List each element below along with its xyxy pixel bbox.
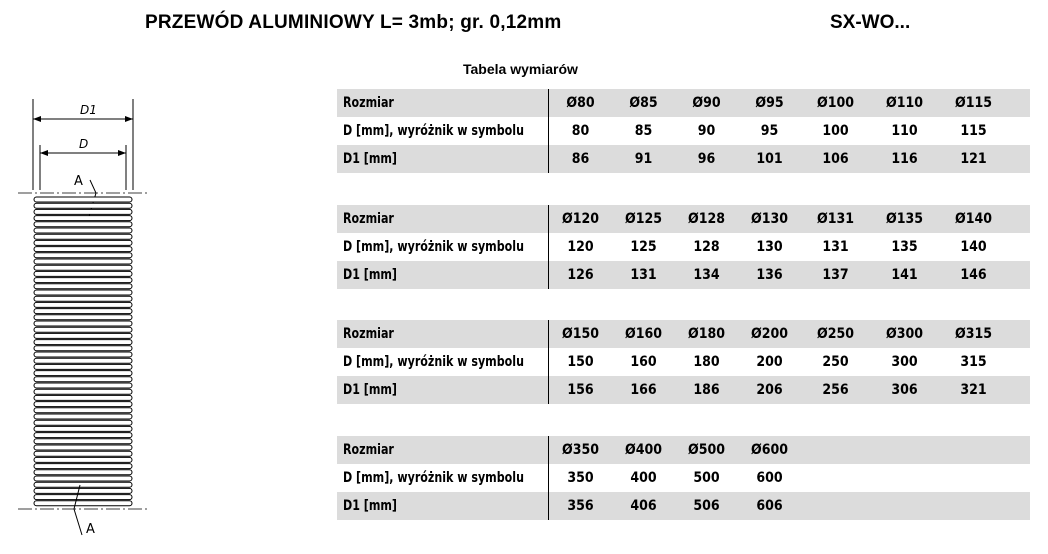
d1-cell: 186 — [693, 382, 720, 398]
d1-cell: 306 — [891, 382, 918, 398]
d-cell: 131 — [822, 239, 849, 255]
d1-cell: 131 — [630, 267, 657, 283]
size-cell: Ø131 — [817, 211, 854, 227]
table-row-d — [337, 117, 1030, 145]
size-cell: Ø180 — [688, 326, 725, 342]
row-label-size: Rozmiar — [343, 95, 394, 111]
size-cell: Ø100 — [817, 95, 854, 111]
size-cell: Ø95 — [755, 95, 784, 111]
table-row-d — [337, 464, 1030, 492]
duct-corrugation — [34, 445, 132, 450]
size-cell: Ø500 — [688, 442, 725, 458]
duct-corrugation — [34, 209, 132, 214]
duct-corrugation — [34, 340, 132, 345]
duct-corrugation — [34, 265, 132, 270]
duct-corrugation — [34, 364, 132, 369]
size-cell: Ø120 — [562, 211, 599, 227]
duct-corrugation — [34, 197, 132, 202]
d-cell: 300 — [891, 354, 918, 370]
duct-corrugation — [34, 290, 132, 295]
d1-cell: 156 — [567, 382, 594, 398]
section-a-bottom: A — [86, 522, 95, 537]
size-cell: Ø400 — [625, 442, 662, 458]
size-cell: Ø200 — [751, 326, 788, 342]
duct-corrugation — [34, 451, 132, 456]
d-cell: 600 — [756, 470, 783, 486]
duct-corrugation — [34, 327, 132, 332]
d-cell: 115 — [960, 123, 987, 139]
d-cell: 140 — [960, 239, 987, 255]
d1-cell: 137 — [822, 267, 849, 283]
d1-cell: 101 — [756, 151, 783, 167]
duct-corrugation — [34, 377, 132, 382]
row-label-d: D [mm], wyróżnik w symbolu — [343, 354, 524, 370]
duct-corrugation — [34, 346, 132, 351]
d1-cell: 146 — [960, 267, 987, 283]
d-cell: 135 — [891, 239, 918, 255]
d1-cell: 141 — [891, 267, 918, 283]
row-label-size: Rozmiar — [343, 326, 394, 342]
size-table-1 — [337, 89, 1030, 173]
d-cell: 350 — [567, 470, 594, 486]
d-cell: 200 — [756, 354, 783, 370]
duct-corrugation — [34, 284, 132, 289]
d-cell: 128 — [693, 239, 720, 255]
size-cell: Ø300 — [886, 326, 923, 342]
row-label-d1: D1 [mm] — [343, 382, 398, 398]
size-cell: Ø85 — [629, 95, 658, 111]
duct-corrugation — [34, 234, 132, 239]
document-title: PRZEWÓD ALUMINIOWY L= 3mb; gr. 0,12mm — [145, 12, 562, 33]
duct-corrugation — [34, 228, 132, 233]
d1-cell: 406 — [630, 498, 657, 514]
d-cell: 130 — [756, 239, 783, 255]
duct-corrugation — [34, 476, 132, 481]
duct-corrugation — [34, 253, 132, 258]
duct-corrugation — [34, 457, 132, 462]
d1-cell: 206 — [756, 382, 783, 398]
d-cell: 250 — [822, 354, 849, 370]
d1-cell: 96 — [697, 151, 716, 167]
d-cell: 95 — [760, 123, 779, 139]
d-cell: 180 — [693, 354, 720, 370]
duct-corrugation — [34, 402, 132, 407]
table-row-size — [337, 320, 1030, 348]
duct-corrugation — [34, 414, 132, 419]
d1-cell: 506 — [693, 498, 720, 514]
row-label-size: Rozmiar — [343, 211, 394, 227]
section-a-top: A — [74, 174, 83, 189]
size-cell: Ø150 — [562, 326, 599, 342]
duct-corrugation — [34, 203, 132, 208]
table-row-d1 — [337, 492, 1030, 520]
duct-corrugation — [34, 371, 132, 376]
d1-cell: 91 — [634, 151, 653, 167]
duct-corrugation — [34, 420, 132, 425]
row-label-d: D [mm], wyróżnik w symbolu — [343, 239, 524, 255]
duct-corrugation — [34, 470, 132, 475]
duct-corrugation — [34, 278, 132, 283]
d-cell: 125 — [630, 239, 657, 255]
duct-corrugation — [34, 501, 132, 506]
d1-cell: 256 — [822, 382, 849, 398]
duct-corrugation — [34, 240, 132, 245]
d-cell: 500 — [693, 470, 720, 486]
size-cell: Ø140 — [955, 211, 992, 227]
table-caption: Tabela wymiarów — [463, 61, 578, 77]
size-cell: Ø350 — [562, 442, 599, 458]
table-row-d1 — [337, 145, 1030, 173]
row-label-d: D [mm], wyróżnik w symbolu — [343, 123, 524, 139]
d1-cell: 86 — [571, 151, 590, 167]
d1-cell: 116 — [891, 151, 918, 167]
d-cell: 120 — [567, 239, 594, 255]
size-cell: Ø110 — [886, 95, 923, 111]
duct-corrugation — [34, 426, 132, 431]
duct-corrugation — [34, 408, 132, 413]
duct-corrugation — [34, 395, 132, 400]
size-table-3 — [337, 320, 1030, 404]
d-cell: 150 — [567, 354, 594, 370]
size-cell: Ø125 — [625, 211, 662, 227]
row-label-size: Rozmiar — [343, 442, 394, 458]
d-cell: 160 — [630, 354, 657, 370]
table-row-size — [337, 89, 1030, 117]
size-cell: Ø90 — [692, 95, 721, 111]
d1-cell: 606 — [756, 498, 783, 514]
size-cell: Ø80 — [566, 95, 595, 111]
d-cell: 110 — [891, 123, 918, 139]
table-row-size — [337, 436, 1030, 464]
duct-drawing — [0, 95, 160, 545]
duct-corrugation — [34, 296, 132, 301]
d1-cell: 356 — [567, 498, 594, 514]
product-code: SX-WO... — [830, 12, 911, 33]
size-cell: Ø115 — [955, 95, 992, 111]
d1-cell: 134 — [693, 267, 720, 283]
duct-corrugation — [34, 309, 132, 314]
size-cell: Ø135 — [886, 211, 923, 227]
duct-corrugation — [34, 333, 132, 338]
d1-cell: 106 — [822, 151, 849, 167]
row-label-d1: D1 [mm] — [343, 151, 398, 167]
size-cell: Ø160 — [625, 326, 662, 342]
d-cell: 315 — [960, 354, 987, 370]
duct-corrugation — [34, 383, 132, 388]
d1-cell: 126 — [567, 267, 594, 283]
size-cell: Ø600 — [751, 442, 788, 458]
duct-corrugation — [34, 222, 132, 227]
table-row-d1 — [337, 376, 1030, 404]
size-table-4 — [337, 436, 1030, 520]
duct-corrugation — [34, 439, 132, 444]
header — [0, 10, 1048, 40]
duct-corrugation — [34, 315, 132, 320]
d-cell: 100 — [822, 123, 849, 139]
d1-cell: 121 — [960, 151, 987, 167]
size-table-2 — [337, 205, 1030, 289]
row-label-d: D [mm], wyróżnik w symbolu — [343, 470, 524, 486]
duct-corrugation — [34, 321, 132, 326]
d-cell: 80 — [571, 123, 590, 139]
size-cell: Ø250 — [817, 326, 854, 342]
size-cell: Ø315 — [955, 326, 992, 342]
d1-cell: 166 — [630, 382, 657, 398]
duct-corrugation — [34, 482, 132, 487]
duct-corrugation — [34, 495, 132, 500]
d-cell: 90 — [697, 123, 716, 139]
duct-corrugation — [34, 271, 132, 276]
size-cell: Ø128 — [688, 211, 725, 227]
duct-corrugation — [34, 464, 132, 469]
table-row-d — [337, 348, 1030, 376]
table-row-size — [337, 205, 1030, 233]
d1-cell: 136 — [756, 267, 783, 283]
duct-corrugation — [34, 389, 132, 394]
duct-corrugation — [34, 352, 132, 357]
row-label-d1: D1 [mm] — [343, 267, 398, 283]
size-cell: Ø130 — [751, 211, 788, 227]
d-label: D — [79, 137, 89, 151]
d1-label: D1 — [80, 103, 97, 117]
duct-corrugation — [34, 247, 132, 252]
d-cell: 85 — [634, 123, 653, 139]
table-row-d — [337, 233, 1030, 261]
d-cell: 400 — [630, 470, 657, 486]
table-row-d1 — [337, 261, 1030, 289]
duct-corrugation — [34, 259, 132, 264]
duct-corrugation — [34, 216, 132, 221]
row-label-d1: D1 [mm] — [343, 498, 398, 514]
duct-corrugation — [34, 488, 132, 493]
d1-cell: 321 — [960, 382, 987, 398]
duct-corrugation — [34, 302, 132, 307]
duct-corrugation — [34, 433, 132, 438]
duct-corrugation — [34, 358, 132, 363]
